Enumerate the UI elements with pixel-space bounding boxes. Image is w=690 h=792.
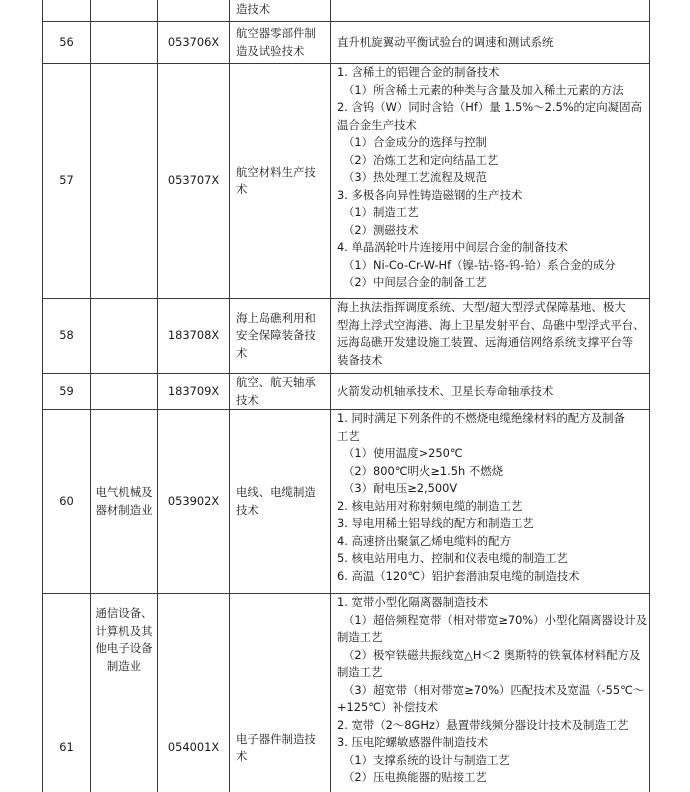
content-line: 1. 含稀土的铝锂合金的制备技术	[337, 65, 500, 79]
content-line: （2）极窄铁磁共振线宽△H＜2 奥斯特的铁氧体材料配方及	[343, 647, 641, 662]
tech-code: 053902X	[167, 493, 220, 508]
tech-code: 053707X	[167, 173, 220, 188]
content-line: 4. 高速挤出聚氯乙烯电缆料的配方	[337, 533, 511, 548]
tech-name-cell: 航空器零部件制造及试验技术	[236, 26, 316, 58]
content-line: 火箭发动机轴承技术、卫星长寿命轴承技术	[337, 383, 554, 398]
content-line: （2）中间层合金的制备工艺	[343, 275, 487, 289]
content-line: 3. 压电陀螺敏感器件制造技术	[337, 735, 489, 749]
content-line: （1）支撑系统的设计与制造工艺	[343, 752, 510, 767]
tech-code: 053706X	[167, 34, 220, 49]
content-line: （2）800℃明火≥1.5h 不燃烧	[343, 463, 504, 478]
tech-code: 183709X	[167, 383, 220, 398]
control-content	[331, 374, 649, 409]
content-line: （3）耐电压≥2,500V	[343, 481, 458, 495]
control-content	[331, 299, 649, 373]
industry-category: 电气机械及器材制造业	[95, 485, 153, 517]
content-line: 直升机旋翼动平衡试验台的调速和测试系统	[337, 34, 554, 49]
control-content	[331, 22, 649, 63]
tech-code: 183708X	[167, 328, 220, 343]
industry-category: 通信设备、计算机及其他电子设备制造业	[95, 606, 153, 673]
content-line: 远海岛礁开发建设施工装置、远海通信网络系统支撑平台等	[337, 335, 634, 349]
content-line: （2）测磁技术	[343, 222, 419, 237]
row-number: 58	[59, 328, 74, 343]
content-line: （1）制造工艺	[343, 205, 419, 219]
row-number: 57	[59, 173, 74, 188]
row-number: 59	[59, 383, 74, 398]
content-line: （1）超倍频程宽带（相对带宽≥70%）小型化隔离器设计及	[343, 612, 648, 627]
content-line: （1）使用温度>250℃	[343, 446, 463, 460]
tech-name-cell: 电子器件制造技术	[236, 731, 316, 763]
tech-code: 054001X	[167, 740, 220, 755]
content-line: 2. 宽带（2～8GHz）悬置带线频分器设计技术及制造工艺	[337, 717, 629, 732]
tech-name-cell: 航空、航天轴承技术	[236, 375, 316, 407]
row-number: 60	[59, 493, 74, 508]
content-line: 6. 高温（120℃）铝护套潜油泵电缆的制造技术	[337, 568, 580, 583]
content-line: （1）所含稀土元素的种类与含量及加入稀土元素的方法	[343, 82, 624, 97]
content-line: （2）冶炼工艺和定向结晶工艺	[343, 152, 499, 167]
content-line: （3）超宽带（相对带宽≥70%）匹配技术及宽温（-55℃～	[343, 682, 645, 697]
content-line: 2. 含钨（W）同时含铪（Hf）量 1.5%～2.5%的定向凝固高	[337, 100, 642, 114]
tech-name-cell: 航空材料生产技术	[236, 164, 316, 196]
content-line: 3. 导电用稀土铝导线的配方和制造工艺	[337, 516, 534, 530]
content-line: 型海上浮式空海港、海上卫星发射平台、岛礁中型浮式平台、	[337, 317, 645, 332]
content-line: 温合金生产技术	[337, 117, 417, 132]
content-line: （1）合金成分的选择与控制	[343, 135, 487, 149]
content-line: 制造工艺	[337, 665, 383, 679]
content-line: 海上执法指挥调度系统、大型/超大型浮式保障基地、极大	[337, 300, 626, 314]
content-line: （1）Ni-Co-Cr-W-Hf（镍-钴-铬-钨-铪）系合金的成分	[343, 257, 616, 272]
content-line: （2）压电换能器的贴接工艺	[343, 770, 487, 784]
content-line: 2. 核电站用对称射频电缆的制造工艺	[337, 498, 523, 513]
content-line: 3. 多极各向异性铸造磁钢的生产技术	[337, 187, 523, 202]
content-line: 4. 单晶涡轮叶片连接用中间层合金的制备技术	[337, 240, 568, 254]
control-content	[331, 410, 649, 593]
row-number: 56	[59, 34, 74, 49]
row-number: 61	[59, 740, 74, 755]
content-line: 1. 宽带小型化隔离器制造技术	[337, 595, 489, 609]
tech-name-cell: 电线、电缆制造技术	[236, 485, 316, 517]
tech-name-cell: 海上岛礁利用和安全保障装备技术	[236, 310, 316, 360]
control-content	[331, 594, 649, 792]
content-line: （3）热处理工艺流程及规范	[343, 170, 487, 184]
content-line: 1. 同时满足下列条件的不燃烧电缆绝缘材料的配方及制备	[337, 411, 625, 425]
col-divider	[649, 0, 650, 792]
content-line: 工艺	[337, 428, 360, 443]
content-line: 制造工艺	[337, 630, 383, 644]
content-line: +125℃）补偿技术	[337, 700, 439, 714]
content-line: 5. 核电站用电力、控制和仪表电缆的制造工艺	[337, 551, 568, 565]
content-line: 装备技术	[337, 352, 383, 367]
tech-name-cell: 造技术	[236, 2, 271, 16]
control-content	[331, 64, 649, 298]
